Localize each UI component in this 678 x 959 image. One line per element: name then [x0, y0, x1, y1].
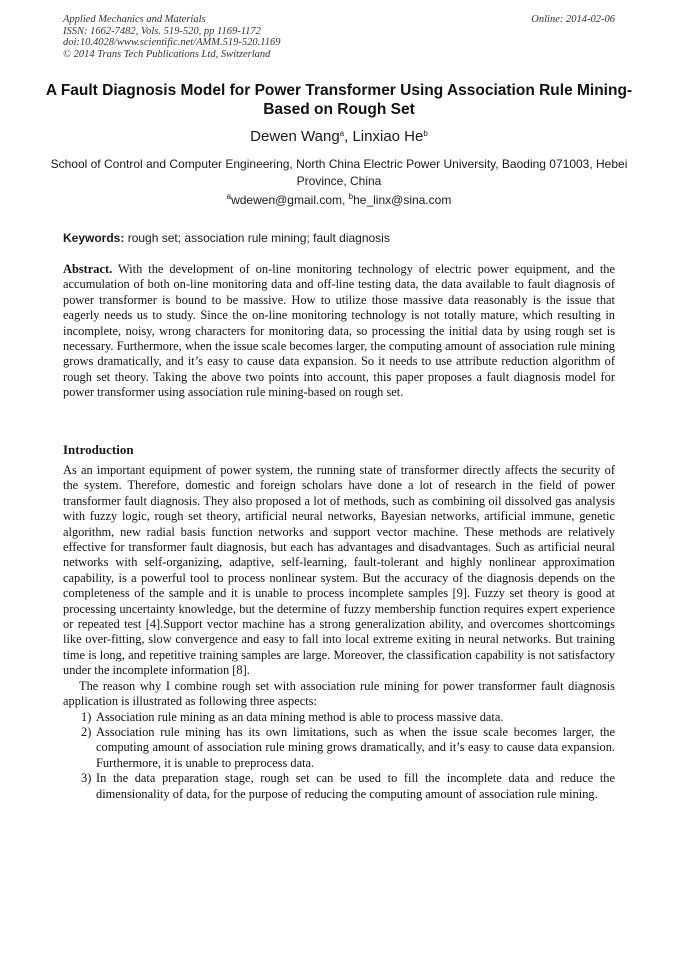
author-separator: ,	[344, 128, 353, 145]
email-b: he_linx@sina.com	[353, 193, 452, 207]
list-item-number: 1)	[81, 709, 92, 724]
journal-name: Applied Mechanics and Materials	[63, 14, 206, 25]
email-b-mark: b	[348, 192, 354, 201]
issn-line: ISSN: 1662-7482, Vols. 519-520, pp 1169-1172	[63, 25, 261, 37]
paper-title: A Fault Diagnosis Model for Power Transformer Using Association Rule Mining-Based on Rough Set	[45, 82, 633, 118]
online-date: Online: 2014-02-06	[531, 14, 615, 25]
author-2: Linxiao He	[352, 128, 424, 145]
list-item	[63, 710, 615, 725]
doi-line: doi:10.4028/www.scientific.net/AMM.519-520.1169	[63, 37, 281, 48]
list-item-number: 3)	[81, 771, 92, 786]
aspects-list	[63, 710, 615, 802]
list-item	[63, 725, 615, 771]
keywords-text: rough set; association rule mining; fault diagnosis	[124, 231, 390, 245]
author-1: Dewen Wang	[250, 128, 340, 145]
list-item-text: Association rule mining as an data mining method is able to process massive data.	[96, 709, 504, 724]
email-a: wdewen@gmail.com	[231, 193, 342, 207]
keywords	[63, 230, 615, 246]
author-2-affil-mark: b	[423, 129, 428, 138]
list-item-number: 2)	[81, 724, 92, 739]
affiliation: School of Control and Computer Engineering, North China Electric Power University, Baoding 071003, Hebei Province, China	[50, 157, 628, 188]
author-list	[40, 127, 638, 147]
introduction-paragraph-2: The reason why I combine rough set with association rule mining for power transformer fault diagnosis application is illustrated as following three aspects:	[63, 678, 615, 709]
list-item-text: Association rule mining has its own limitations, such as when the issue scale becomes larger, the computing amount of association rule mining grows dramatically, and it’s easy to cause data expansion. Furthermore, it is unable to preprocess data.	[96, 724, 615, 770]
email-separator: ,	[341, 193, 349, 207]
author-1-affil-mark: a	[339, 129, 345, 138]
introduction-body	[63, 463, 615, 802]
abstract-text: With the development of on-line monitoring technology of electric power equipment, and the accumulation of both on-line monitoring data and off-line testing data, the data available to fault diagnosis of power transformer is bound to be massive. How to utilize those massive data reasonably is the issue that eagerly needs us to study. Since the on-line monitoring technology is not totally mature, which resulting in incomplete, noisy, wrong characters for monitoring data, so processing the initial data by using rough set is necessary. Furthermore, when the issue scale becomes larger, the computing amount of association rule mining grows dramatically, and it’s easy to cause data expansion. So it needs to use attribute reduction algorithm of rough set theory. Taking the above two points into account, this paper proposes a fault diagnosis model for power transformer using association rule mining-based on rough set.	[63, 262, 615, 400]
author-emails	[40, 192, 638, 208]
email-a-mark: a	[226, 192, 232, 201]
list-item	[63, 771, 615, 802]
keywords-label: Keywords:	[63, 231, 125, 245]
abstract-label: Abstract.	[63, 262, 113, 276]
abstract	[63, 262, 615, 401]
introduction-heading: Introduction	[63, 442, 134, 457]
list-item-text: In the data preparation stage, rough set can be used to fill the incomplete data and reduce the dimensionality of data, for the purpose of reducing the computing amount of association rule mining.	[96, 771, 615, 801]
introduction-paragraph-1: As an important equipment of power system, the running state of transformer directly affects the security of the system. Therefore, domestic and foreign scholars have done a lot of research in the field of power transformer fault diagnosis. They also proposed a lot of methods, such as combining oil dissolved gas analysis with fuzzy logic, rough set theory, artificial neural networks, Bayesian networks, artificial immune, genetic algorithm, new radial basis function networks and support vector machine. These methods are relatively effective for transformer fault diagnosis, but each has advantages and disadvantages. Such as artificial neural networks with self-organizing, adaptive, self-learning, fault-tolerant and highly nonlinear approximation capability, is a powerful tool to process nonlinear system. But the accuracy of the diagnosis depends on the completeness of the sample and it is unable to process incomplete samples [9]. Fuzzy set theory is good at processing uncertainty knowledge, but the determine of fuzzy membership function requires expert experience or repeated test [4].Support vector machine has a strong generalization ability, and overcomes shortcomings like over-fitting, slow convergence and easy to fall into local extreme exiting in neural networks. But training time is long, and repetitive training samples are large. Moreover, the classification capability is not satisfactory under the incomplete information [8].	[63, 463, 615, 678]
journal-header	[63, 14, 615, 60]
copyright-line: © 2014 Trans Tech Publications Ltd, Switzerland	[63, 48, 271, 60]
